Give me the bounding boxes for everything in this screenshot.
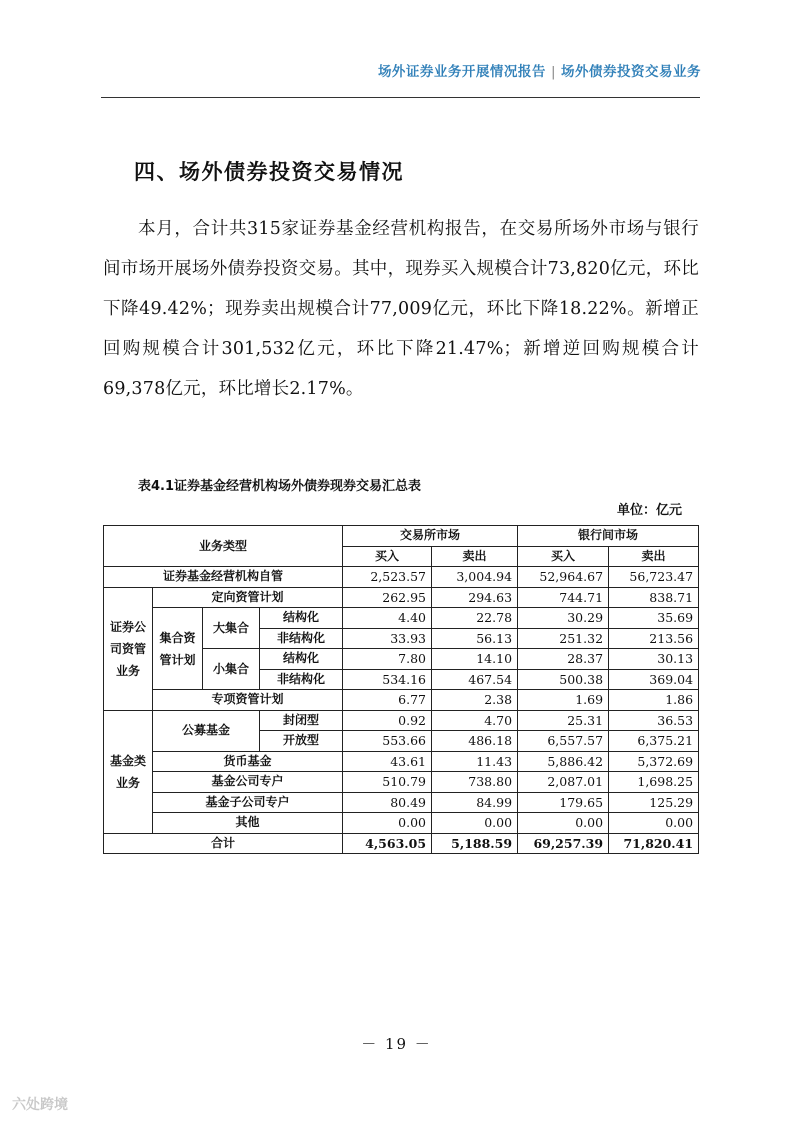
header-section-title: 场外债券投资交易业务	[561, 64, 701, 80]
cell: 510.79	[343, 772, 432, 793]
cell: 2.38	[432, 690, 518, 711]
table-row	[104, 813, 699, 834]
watermark-text: 六处跨境	[12, 1097, 68, 1113]
cell: 6,375.21	[609, 731, 699, 752]
cell: 33.93	[343, 628, 432, 649]
bond-trading-table	[103, 525, 699, 854]
cell: 5,886.42	[518, 751, 609, 772]
cell: 36.53	[609, 710, 699, 731]
section-heading: 四、场外债券投资交易情况	[134, 160, 404, 184]
cell: 4.70	[432, 710, 518, 731]
cell: 80.49	[343, 792, 432, 813]
row-label: 定向资管计划	[153, 587, 343, 608]
cell: 2,087.01	[518, 772, 609, 793]
page-number: － 19 －	[361, 1035, 432, 1053]
running-header	[378, 60, 701, 80]
row-label: 开放型	[260, 731, 343, 752]
report-title: 场外证券业务开展情况报告	[377, 64, 546, 80]
table-row	[104, 772, 699, 793]
header-interbank-sell: 卖出	[609, 546, 699, 567]
cell: 1,698.25	[609, 772, 699, 793]
cell: 4.40	[343, 608, 432, 629]
cell: 0.00	[432, 813, 518, 834]
header-separator: |	[550, 64, 556, 80]
cell: 0.92	[343, 710, 432, 731]
row-label: 证券基金经营机构自管	[104, 567, 343, 588]
cell: 0.00	[343, 813, 432, 834]
cell: 500.38	[518, 669, 609, 690]
table-row	[104, 690, 699, 711]
cell: 369.04	[609, 669, 699, 690]
header-exchange-market: 交易所市场	[343, 526, 518, 547]
cell: 69,257.39	[518, 833, 609, 854]
cell: 56.13	[432, 628, 518, 649]
table-row	[104, 710, 699, 731]
cell: 467.54	[432, 669, 518, 690]
cell: 744.71	[518, 587, 609, 608]
body-paragraph: 本月，合计共315家证券基金经营机构报告，在交易所场外市场与银行间市场开展场外债券投资交易。其中，现券买入规模合计73,820亿元，环比下降49.42%；现券卖出规模合计77,009亿元，环比下降18.22%。新增正回购规模合计301,532亿元，环比下降21.47%；新增逆回购规模合计69,378亿元，环比增长2.17%。	[103, 219, 699, 399]
table-caption: 表4.1证券基金经营机构场外债券现券交易汇总表	[138, 479, 422, 494]
cell: 262.95	[343, 587, 432, 608]
cell: 1.86	[609, 690, 699, 711]
header-interbank-buy: 买入	[518, 546, 609, 567]
group-small-collective: 小集合	[203, 649, 260, 690]
group-securities-am: 证券公司资管业务	[104, 587, 153, 710]
cell: 125.29	[609, 792, 699, 813]
table-row	[104, 792, 699, 813]
table-total-row	[104, 833, 699, 854]
row-label: 基金公司专户	[153, 772, 343, 793]
cell: 52,964.67	[518, 567, 609, 588]
cell: 486.18	[432, 731, 518, 752]
row-label: 封闭型	[260, 710, 343, 731]
cell: 738.80	[432, 772, 518, 793]
cell: 534.16	[343, 669, 432, 690]
cell: 28.37	[518, 649, 609, 670]
cell: 0.00	[518, 813, 609, 834]
header-exchange-buy: 买入	[343, 546, 432, 567]
group-large-collective: 大集合	[203, 608, 260, 649]
table-row	[104, 567, 699, 588]
header-exchange-sell: 卖出	[432, 546, 518, 567]
row-label: 非结构化	[260, 628, 343, 649]
cell: 56,723.47	[609, 567, 699, 588]
cell: 179.65	[518, 792, 609, 813]
group-fund-business: 基金类业务	[104, 710, 153, 833]
cell: 294.63	[432, 587, 518, 608]
cell: 213.56	[609, 628, 699, 649]
cell: 251.32	[518, 628, 609, 649]
cell: 4,563.05	[343, 833, 432, 854]
table-row	[104, 587, 699, 608]
cell: 71,820.41	[609, 833, 699, 854]
cell: 30.29	[518, 608, 609, 629]
row-label: 其他	[153, 813, 343, 834]
cell: 43.61	[343, 751, 432, 772]
cell: 3,004.94	[432, 567, 518, 588]
cell: 22.78	[432, 608, 518, 629]
cell: 553.66	[343, 731, 432, 752]
table-row	[104, 608, 699, 629]
row-label: 结构化	[260, 649, 343, 670]
unit-label: 单位：亿元	[616, 503, 682, 518]
cell: 7.80	[343, 649, 432, 670]
row-label: 专项资管计划	[153, 690, 343, 711]
cell: 84.99	[432, 792, 518, 813]
row-label: 非结构化	[260, 669, 343, 690]
row-label: 基金子公司专户	[153, 792, 343, 813]
table-header-row	[104, 526, 699, 547]
group-public-fund: 公募基金	[153, 710, 260, 751]
header-business-type: 业务类型	[104, 526, 343, 567]
cell: 25.31	[518, 710, 609, 731]
cell: 6,557.57	[518, 731, 609, 752]
cell: 0.00	[609, 813, 699, 834]
header-interbank-market: 银行间市场	[518, 526, 699, 547]
cell: 838.71	[609, 587, 699, 608]
row-label: 结构化	[260, 608, 343, 629]
group-collective-plan: 集合资管计划	[153, 608, 203, 690]
cell: 14.10	[432, 649, 518, 670]
cell: 5,372.69	[609, 751, 699, 772]
table-row	[104, 751, 699, 772]
cell: 1.69	[518, 690, 609, 711]
cell: 2,523.57	[343, 567, 432, 588]
cell: 6.77	[343, 690, 432, 711]
cell: 5,188.59	[432, 833, 518, 854]
total-label: 合计	[104, 833, 343, 854]
cell: 35.69	[609, 608, 699, 629]
cell: 30.13	[609, 649, 699, 670]
cell: 11.43	[432, 751, 518, 772]
row-label: 货币基金	[153, 751, 343, 772]
header-divider	[101, 97, 700, 98]
